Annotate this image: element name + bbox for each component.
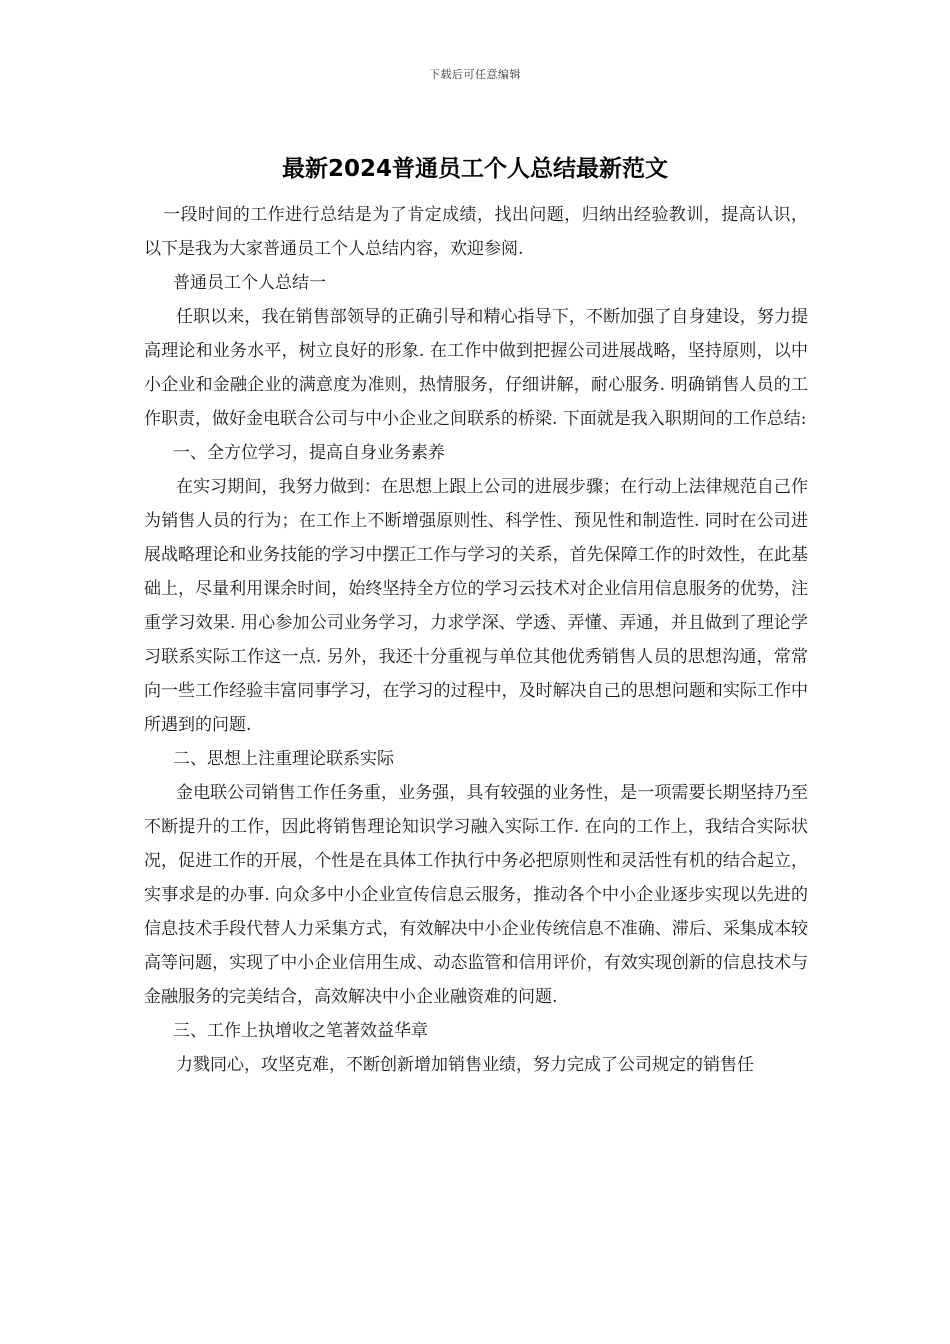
header-note: 下载后可任意编辑 (429, 68, 521, 81)
section-heading-study: 一、全方位学习，提高自身业务素养 (173, 443, 445, 463)
document-body (144, 198, 808, 1082)
section-heading-theory-practice: 二、思想上注重理论联系实际 (173, 749, 394, 769)
body-paragraph-theory-practice: 金电联公司销售工作任务重，业务强，具有较强的业务性，是一项需要长期坚持乃至不断提升的工作，因此将销售理论知识学习融入实际工作. 在向的工作上，我结合实际状况，促进工作的开展，个性是在具体工作执行中务必把原则性和灵活性有机的结合起立，实事求是的办事. 向众多中小企业宣传信息云服务，推动各个中小企业逐步实现以先进的信息技术手段代替人力采集方式，有效解决中小企业传统信息不准确、滞后、采集成本较高等问题，实现了中小企业信用生成、动态监管和信用评价，有效实现创新的信息技术与金融服务的完美结合，高效解决中小企业融资难的问题. (144, 783, 808, 1007)
document-title: 最新2024普通员工个人总结最新范文 (281, 156, 668, 182)
body-paragraph-revenue: 力戮同心，攻坚克难，不断创新增加销售业绩，努力完成了公司规定的销售任 (176, 1055, 754, 1075)
body-paragraph-study: 在实习期间，我努力做到：在思想上跟上公司的进展步骤；在行动上法律规范自己作为销售人员的行为；在工作上不断增强原则性、科学性、预见性和制造性. 同时在公司进展战略理论和业务技能的学习中摆正工作与学习的关系，首先保障工作的时效性，在此基础上，尽量利用课余时间，始终坚持全方位的学习云技术对企业信用信息服务的优势，注重学习效果. 用心参加公司业务学习，力求学深、学透、弄懂、弄通，并且做到了理论学习联系实际工作这一点. 另外，我还十分重视与单位其他优秀销售人员的思想沟通，常常向一些工作经验丰富同事学习，在学习的过程中，及时解决自己的思想问题和实际工作中所遇到的问题. (144, 477, 808, 735)
section-heading-summary-one: 普通员工个人总结一 (173, 273, 326, 293)
body-paragraph-tenure: 任职以来，我在销售部领导的正确引导和精心指导下，不断加强了自身建设，努力提高理论和业务水平，树立良好的形象. 在工作中做到把握公司进展战略，坚持原则，以中小企业和金融企业的满意度为准则，热情服务，仔细讲解，耐心服务. 明确销售人员的工作职责，做好金电联合公司与中小企业之间联系的桥梁. 下面就是我入职期间的工作总结: (144, 307, 808, 429)
section-heading-revenue: 三、工作上执增收之笔著效益华章 (173, 1021, 428, 1041)
intro-paragraph: 一段时间的工作进行总结是为了肯定成绩，找出问题，归纳出经验教训，提高认识，以下是我为大家普通员工个人总结内容，欢迎参阅. (144, 205, 808, 259)
